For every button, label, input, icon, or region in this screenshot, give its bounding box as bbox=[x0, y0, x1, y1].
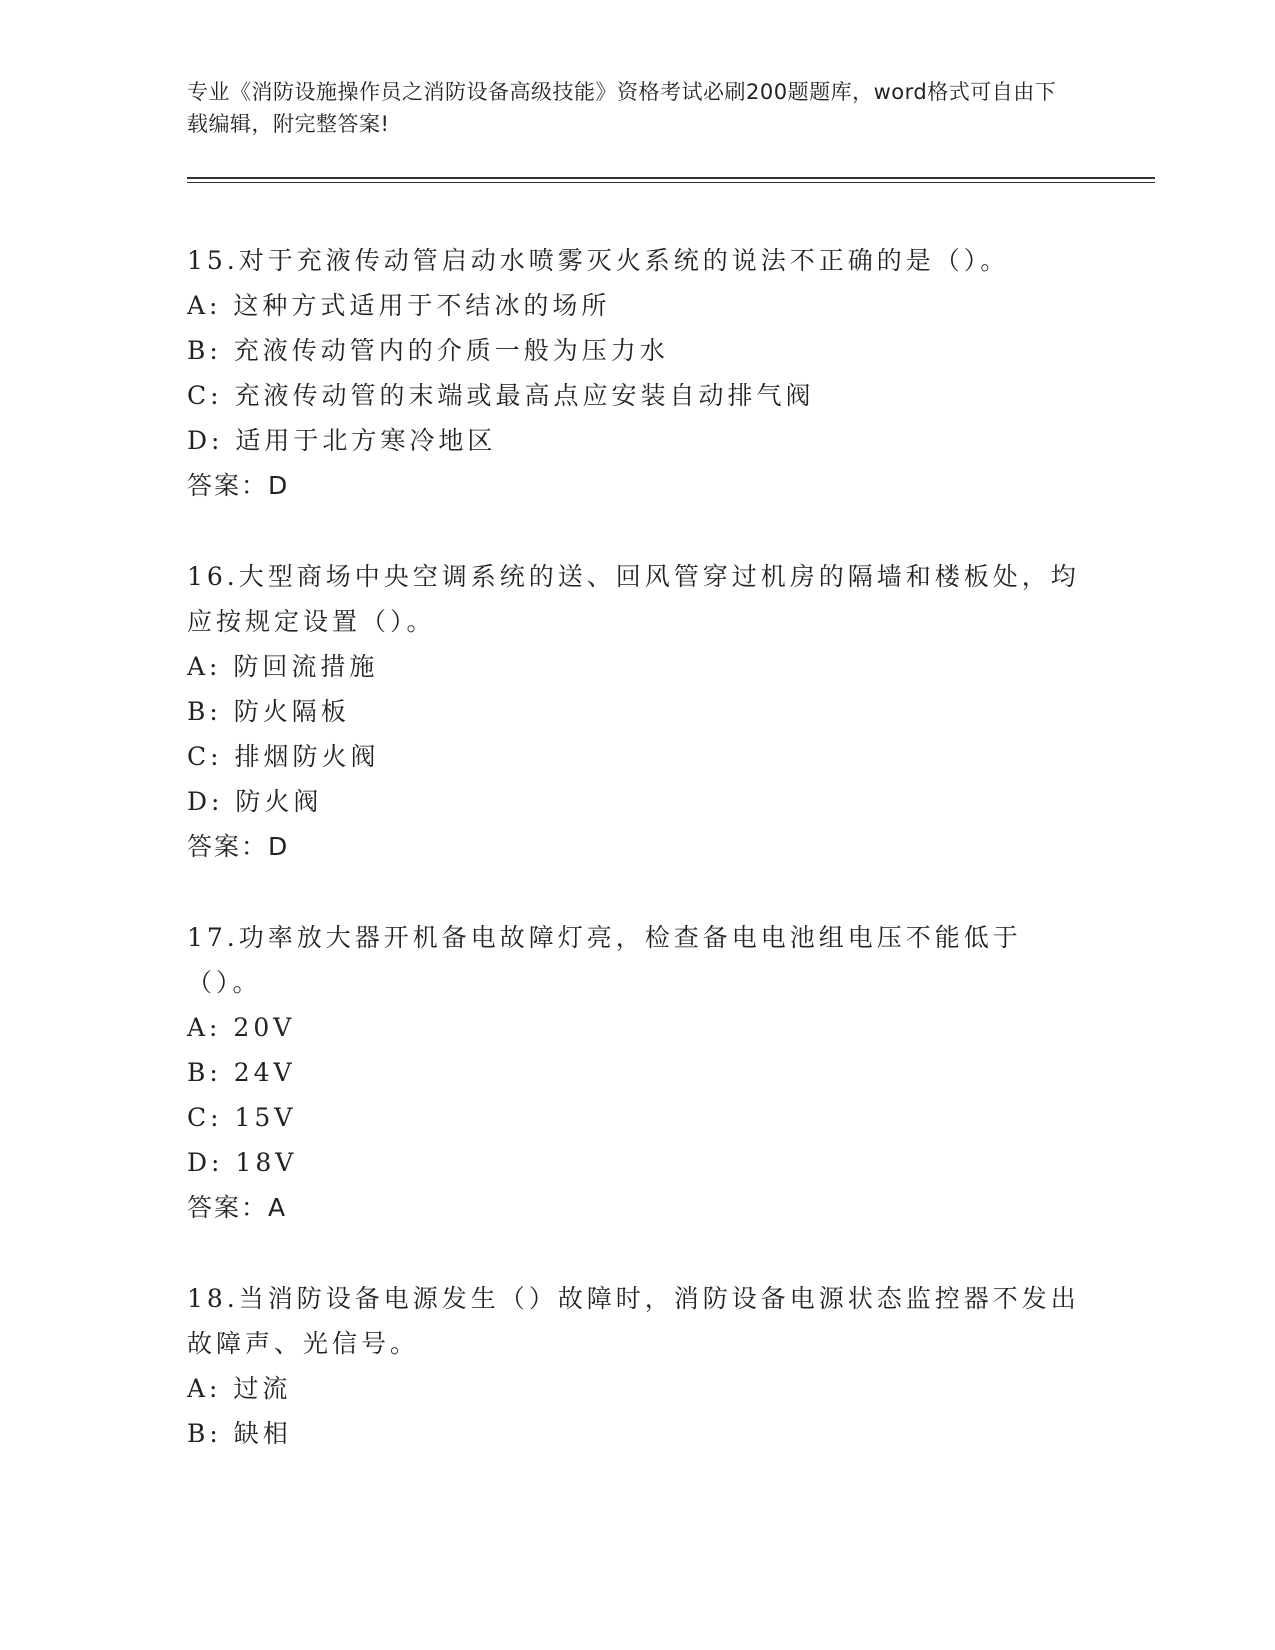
answer: 答案：A bbox=[187, 1193, 288, 1222]
option-b: B: 充液传动管内的介质一般为压力水 bbox=[187, 336, 669, 365]
question-16 bbox=[187, 554, 1087, 869]
question-15 bbox=[187, 238, 1087, 508]
question-list bbox=[187, 238, 1087, 1502]
option-c: C: 排烟防火阀 bbox=[187, 742, 380, 771]
question-stem: 18.当消防设备电源发生（）故障时，消防设备电源状态监控器不发出故障声、光信号。 bbox=[187, 1284, 1080, 1358]
question-18 bbox=[187, 1276, 1087, 1456]
option-a: A: 这种方式适用于不结冰的场所 bbox=[187, 291, 611, 320]
question-stem: 16.大型商场中央空调系统的送、回风管穿过机房的隔墙和楼板处，均应按规定设置（）。 bbox=[187, 562, 1080, 636]
option-a: A: 20V bbox=[187, 1013, 296, 1042]
option-b: B: 缺相 bbox=[187, 1419, 292, 1448]
document-header: 专业《消防设施操作员之消防设备高级技能》资格考试必刷200题题库，word格式可自由下载编辑，附完整答案! bbox=[187, 80, 1057, 136]
option-d: D: 适用于北方寒冷地区 bbox=[187, 426, 497, 455]
option-a: A: 防回流措施 bbox=[187, 652, 379, 681]
question-stem: 17.功率放大器开机备电故障灯亮，检查备电电池组电压不能低于（）。 bbox=[187, 923, 1022, 997]
option-c: C: 充液传动管的末端或最高点应安装自动排气阀 bbox=[187, 381, 815, 410]
question-17 bbox=[187, 915, 1087, 1230]
answer: 答案：D bbox=[187, 832, 290, 861]
option-b: B: 防火隔板 bbox=[187, 697, 350, 726]
option-b: B: 24V bbox=[187, 1058, 296, 1087]
option-a: A: 过流 bbox=[187, 1374, 292, 1403]
header-divider-thick bbox=[187, 177, 1155, 179]
answer: 答案：D bbox=[187, 471, 290, 500]
question-stem: 15.对于充液传动管启动水喷雾灭火系统的说法不正确的是（）。 bbox=[187, 246, 1010, 275]
option-d: D: 18V bbox=[187, 1148, 298, 1177]
option-d: D: 防火阀 bbox=[187, 787, 323, 816]
option-c: C: 15V bbox=[187, 1103, 297, 1132]
header-divider-thin bbox=[187, 182, 1155, 183]
